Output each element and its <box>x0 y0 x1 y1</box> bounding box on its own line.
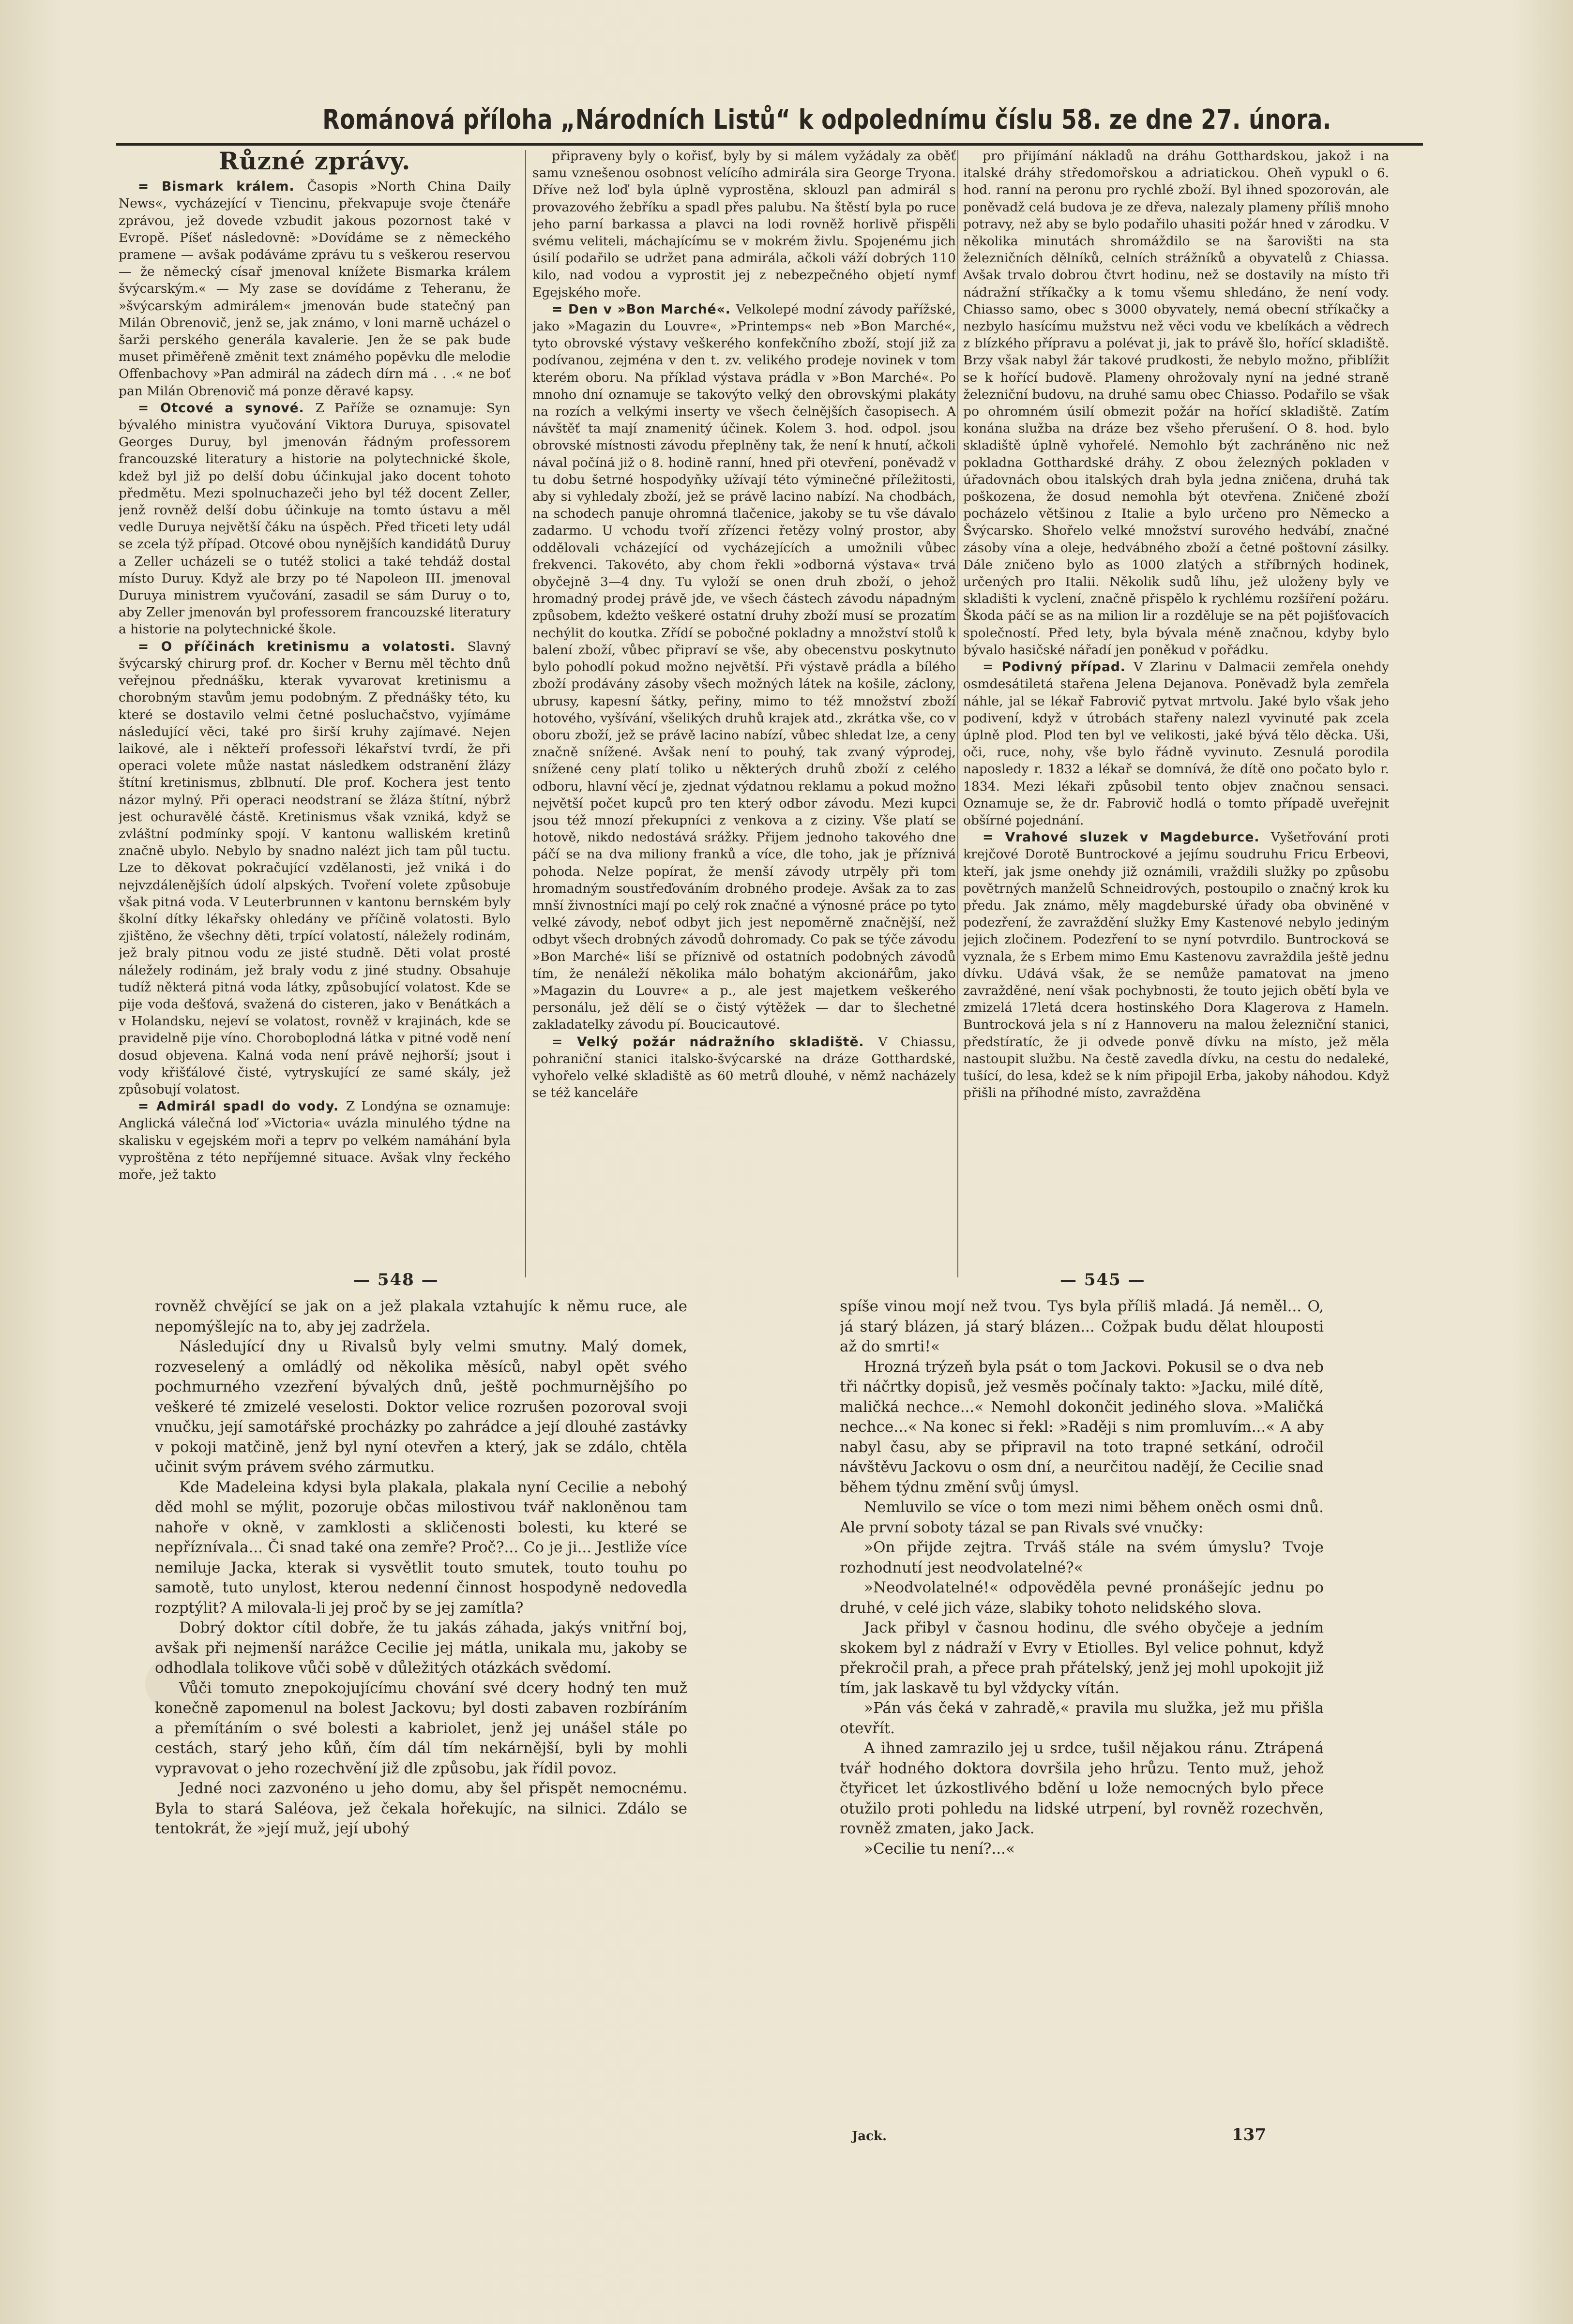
article-heading: = Bismark králem. <box>138 179 307 195</box>
article-heading: = Den v »Bon Marché«. <box>552 301 736 317</box>
article-heading: = Podivný případ. <box>983 660 1134 675</box>
article-paragraph <box>119 178 511 400</box>
article-text: Velkolepé modní závody pařížské, jako »Magazin du Louvre«, »Printemps« neb »Bon Marché«, tyto obrovské výstavy veškerého konfekčního zboží, stojí již za podívanou, zejména v den t. zv. velikého prodeje novinek v tom kterém oboru. Na příklad výstava prádla v »Bon Marché«. Po mnoho dní oznamuje se takovýto velký den obrovskými plakáty na rozích a velkými inserty ve všech čelnějších časopisech. A návštěť ta mají znamenitý účinek. Kolem 3. hod. odpol. jsou obrovské místnosti závodu přeplněny tak, že není k hnutí, ačkoli nával počíná již o 8. hodině ranní, hned při otevření, poněvadž v tu dobu šetrné hospodyňky užívají této výminečné příležitosti, aby si vyhledaly zboží, jež se právě lacino nabízí. Na chodbách, na schodech panuje ohromná tlačenice, jakoby se tu vše dávalo zadarmo. U vchodu tvoří zřízenci řetězy volný prostor, aby oddělovali vcházející od vycházejících a umožnili vůbec frekvenci. Takovéto, aby chom řekli »odborná výstava« trvá obyčejně 3—4 dny. Tu vyloží se onen druh zboží, o jehož hromadný prodej právě jde, ve všech částech závodu nápadným způsobem, kdežto veškeré ostatní druhy zboží musí se prozatím nechýlit do koutka. Zřídí se pobočné pokladny a množství stolů k balení zboží, vůbec připraví se vše, aby obecenstvu poskytnuto bylo pohodlí pokud možno největší. Při výstavě prádla a bílého zboží prodávány zásoby všech možných látek na košile, záclony, ubrusy, kapesní šátky, peřiny, mimo to též množství zboží hotového, vyšívání, všelikých druhů krajek atd., zkrátka vše, co v oboru zboží, jež se právě lacino nabízí, vůbec shledat lze, a ceny značně snížené. Avšak není to pouhý, tak zvaný výprodej, snížené ceny platí toliko u některých druhů zboží z celého odboru, hlavní věcí je, zjednat výdatnou reklamu a pokud možno největší počet kupců pro ten který odbor závodu. Mezi kupci jsou též mnozí překupníci z venkova a z ciziny. Vše platí se hotově, nikdo nedostává srážky. Přijem jednoho takového dne páčí se na dva miliony franků a více, dle toho, jak je příznivá pohoda. Nelze popírat, že menší závody utrpěly při tom hromadným soustřeďováním drobného prodeje. Avšak za to zas mnší živnostníci mají po celý rok značné a výnosné práce po tyto velké závody, neboť odbyt jich jest nepoměrně značnější, než odbyt všech drobných závodů dohromady. Co pak se týče závodu »Bon Marché« liší se příznivě od ostatních podobných závodů tím, že nenáleží několika málo bohatým akcionářům, jako »Magazin du Louvre« a p., ale jest majetkem veškerého personálu, jež dělí se o čistý výtěžek — dar to šlechetné zakladatelky závodu pí. Boucicautové. <box>532 301 956 1033</box>
novel-paragraph: Nemluvilo se více o tom mezi nimi během oněch osmi dnů. Ale první soboty tázal se pan Rivals své vnučky: <box>840 1499 1324 1536</box>
novel-paragraph: A ihned zamrazilo jej u srdce, tušil nějakou ránu. Ztrápená tvář hodného doktora dovršila jeho hrůzu. Tento muž, jehož čtyřicet let úzkostlivého bdění u lože nemocných bylo přece otužilo proti pohledu na lidské utrpení, byl rovněž rozechvěn, rovněž zmaten, jako Jack. <box>840 1739 1324 1837</box>
page-number-right: — 545 — <box>1060 1270 1146 1289</box>
article-text: V Zlarinu v Dalmacii zemřela onehdy osmdesátiletá stařena Jelena Dejanova. Poněvadž byla zemřela náhle, jal se lékař Fabrovič pytvat mrtvolu. Jaké bylo však jeho podivení, když v útrobách stařeny nalezl vyvinuté pak zcela úplně plod. Plod ten byl ve velikosti, jaké bývá tělo děcka. Uši, oči, ruce, nohy, vše bylo řádně vyvinuto. Zesnulá porodila naposledy r. 1832 a lékař se domnívá, že dítě ono počato bylo r. 1834. Mezi lékaři způsobil tento objev značnou sensaci. Oznamuje se, že dr. Fabrovič hodlá o tomto případě uveřejnit obšírné pojednání. <box>963 660 1389 828</box>
article-paragraph <box>119 638 511 1098</box>
novel-paragraph: Jedné noci zazvonéno u jeho domu, aby šel přispět nemocnému. Byla to stará Saléova, jež čekala hořekujíc, na silnici. Zdálo se tentokrát, že »její muž, její ubohý <box>155 1780 687 1837</box>
article-text: pro přijímání nákladů na dráhu Gotthardskou, jakož i na italské dráhy středomořskou a adriatickou. Oheň vypukl o 6. hod. ranní na peronu pro rychlé zboží. Byl ihned spozorován, ale poněvadž celá budova je ze dřeva, nalezaly plameny příliš mnoho potravy, než aby se bylo podařilo uhasiti požár hned v zárodku. V několika minutách shromáždilo se na šarovišti na sta železničních dělníků, celních strážníků a obyvatelů z Chiassa. Avšak trvalo dobrou čtvrt hodinu, než se dostavily na místo tři nádražní stříkačky a k tomu všemu shledáno, že není vody. Chiasso samo, obec s 3000 obyvately, nemá obecní stříkačky a nezbylo hasícímu mužstvu než věci vodu ve kbelíkách a vědrech z blízkého přípravu a polévat ji, jak to právě šlo, hořící skladiště. Brzy však nabyl žár takové prudkosti, že nebylo možno, přiblížit se k hořící budově. Plameny ohrožovaly nyní na jedné straně železniční budovu, na druhé samu obec Chiasso. Podařilo se však po ohromném úsilí obmezit požár na hořící skladiště. Zatím konána služba na dráze bez všeho přerušení. O 8. hod. bylo skladiště úplně vyhořelé. Nemohlo být zachráněno nic než pokladna Gotthardské dráhy. Z obou železných pokladen v úřadovnách obou italských drah byla jedna zničena, druhá tak poškozena, že dosud nemohla být otevřena. Zničené zboží pocházelo většinou z Italie a bylo určeno pro Německo a Švýcarsko. Shořelo velké množství surového hedvábí, značné zásoby vína a oleje, hedvábného zboží a četné poštovní zásilky. Dále zničeno bylo as 1000 zlatých a stříbrných hodinek, určených pro Italii. Několik sudů líhu, jež uloženy byly ve skladišti k vyclení, značně přispělo k rychlému rozšíření požáru. Škoda páčí se as na milion lir a rozděluje se na pět pojišťovacích společností. Před lety, byla bývala méně značnou, kdyby bylo bývalo hasičské nářadí jen poněkud v pořádku. <box>963 149 1389 658</box>
article-heading: = O příčinách kretinismu a volatosti. <box>138 639 468 654</box>
column-title: Různé zprávy. <box>218 148 411 175</box>
news-column-1 <box>119 148 511 1289</box>
news-column-2 <box>532 148 956 1289</box>
article-text: připraveny byly o kořisť, byly by si málem vyžádaly za oběť samu vznešenou osobnost velícího admirála sira George Tryona. Dříve než loď byla úplně vyprostěna, sklouzl pan admirál s provazového žebříku a spadl přes palubu. Na štěstí byla po ruce jeho parní barkassa a plavci na lodi rovněž horlivě přispěli svému veliteli, máchajícímu se v mokrém živlu. Spojenému jich úsilí podařilo se udržet pana admirála, ačkoli váží dobrých 110 kilo, nad vodou a vyprostit jej z nebezpečného objetí nymf Egejského moře. <box>532 149 956 300</box>
footer-page-number: 137 <box>1232 2125 1266 2144</box>
novel-text-left <box>155 1297 687 2119</box>
novel-paragraph: Vůči tomuto znepokojujícímu chování své dcery hodný ten muž konečně zapomenul na bolest Jackovu; byl dosti zabaven rozbíráním a přemítáním o své bolesti a kabriolet, jenž jej unášel stále po cestách, starý jeho kůň, čím dál tím nekárnější, byli by mohli vypravovat o jeho rozechvění již dle způsobu, jak řídil povoz. <box>155 1679 687 1777</box>
article-text: Z Londýna se oznamuje: Anglická válečná loď »Victoria« uvázla minulého týdne na skalisku v egejském moři a teprv po velkém namáhání byla vyproštěna z této nepříjemné situace. Avšak vlny řeckého moře, jež takto <box>119 1099 511 1182</box>
novel-paragraph: »Neodvolatelné!« odpověděla pevné pronášejíc jednu po druhé, v celé jich váze, slabiky tohoto nelidského slova. <box>840 1579 1324 1617</box>
page-header: Románová příloha „Národních Listů“ k odpolednímu číslu 58. ze dne 27. února. <box>322 104 1331 135</box>
novel-paragraph: Následující dny u Rivalsů byly velmi smutny. Malý domek, rozveselený a omládlý od několika měsíců, nabyl opět svého pochmurného vzezření bývalých dnů, ještě pochmurnějšího po veškeré té zmizelé veselosti. Doktor velice rozrušen pozoroval svoji vnučku, její samotářské procházky po zahrádce a její dlouhé zastávky v pokoji matčině, jenž byl nyní otevřen a který, jak se zdálo, chtěla učinit svým právem svého zármutku. <box>155 1338 687 1476</box>
article-text: Vyšetřování proti krejčové Dorotě Buntrockové a jejímu soudruhu Fricu Erbeovi, kteří, jak jsme onehdy již oznámili, vraždili služky po způsobu povětrných manželů Schneidrových, postoupilo o značný krok ku předu. Jak známo, měly magdeburské úřady oba obviněné v podezření, že zavraždění služky Emy Kastenové nebylo jediným jejich zločinem. Podezření to se nyní potvrdilo. Buntrocková se vyznala, že s Erbem mimo Emu Kastenovu zavraždila ještě jednu dívku. Udává však, že se nemůže pamatovat na jmeno zavražděné, není však pochybnosti, že touto jejich obětí byla ve zmizelá 17letá dcera hostinského Dora Klagerova z Hameln. Buntrocková jela s ní z Hannoveru na malou železniční stanici, předstíratíc, že ji odvede ponvě dívku na místo, jež měla nastoupit službu. Na čestě zavedla dívku, na cestu do nedaleké, tušící, do lesa, kdež se k ním připojil Erba, jakoby náhodou. Když přišli na příhodné místo, zavražděna <box>963 830 1389 1101</box>
novel-paragraph: »On přijde zejtra. Trváš stále na svém úmyslu? Tvoje rozhodnutí jest neodvolatelné?« <box>840 1539 1324 1576</box>
article-paragraph <box>963 148 1389 659</box>
novel-paragraph: Dobrý doktor cítil dobře, že tu jakás záhada, jakýs vnitřní boj, avšak při nejmenší narážce Cecilie jej mátla, unikala mu, jakoby se odhodlala tolikove vůči sobě v důležitých otázkách svědomí. <box>155 1619 687 1677</box>
page-number-left: — 548 — <box>353 1270 439 1289</box>
article-paragraph <box>963 659 1389 829</box>
novel-paragraph: rovněž chvějící se jak on a jež plakala vztahujíc k němu ruce, ale nepomýšlejíc na to, aby jej zadržela. <box>155 1298 687 1335</box>
column-body <box>532 148 956 1101</box>
article-heading: = Vrahové sluzek v Magdeburce. <box>983 830 1271 845</box>
novel-paragraph: »Cecilie tu není?...« <box>864 1840 1015 1858</box>
novel-paragraph: Jack přibyl v časnou hodinu, dle svého obyčeje a jedním skokem byl z nádraží v Evry v Etiolles. Byl velice pohnut, když překročil prah, a přece prah přátelský, jenž jej mohl upokojit již tím, jak laskavě tu byl vždycky vítán. <box>840 1619 1324 1697</box>
article-paragraph <box>963 829 1389 1101</box>
article-heading: = Velký požár nádražního skladiště. <box>552 1034 878 1050</box>
article-text: V Chiassu, pohraniční stanici italsko-švýcarské na dráze Gotthardské, vyhořelo velké skladiště as 60 metrů dlouhé, v němž nacházely se též kanceláře <box>532 1034 956 1101</box>
column-divider <box>525 150 526 1277</box>
article-heading: = Admirál spadl do vody. <box>138 1099 346 1114</box>
news-column-3 <box>963 148 1389 1289</box>
article-paragraph <box>532 148 956 301</box>
footer-signature: Jack. <box>852 2129 887 2144</box>
article-text: Z Paříže se oznamuje: Syn bývalého ministra vyučování Viktora Duruya, spisovatel Georges Duruy, byl jmenován řádným professorem francouzské literatury a historie na polytechnické škole, kdež byl již po delší dobu účinkujal jako docent tohoto předmětu. Mezi spolnuchazeči jeho byl též docent Zeller, jenž rovněž delší dobu účinkuje na tomto ústavu a měl vedle Duruya největší čáku na úspěch. Před třiceti lety udál se zcela týž případ. Otcové obou nynějších kandidátů Duruy a Zeller ucházeli se o tutéž stolici a také tehdáž dostal místo Duruy. Když ale brzy po té Napoleon III. jmenoval Duruya ministrem vyučování, zasadil se sám Duruy o to, aby Zeller jmenován byl professorem francouzské literatury a historie na polytechnické škole. <box>119 400 511 637</box>
novel-paragraph: »Pán vás čeká v zahradě,« pravila mu služka, jež mu přišla otevřít. <box>840 1699 1324 1737</box>
article-heading: = Otcové a synové. <box>138 400 316 416</box>
novel-paragraph: Kde Madeleina kdysi byla plakala, plakala nyní Cecilie a nebohý děd mohl se mýlit, pozoruje občas milostivou tvář nakloněnou tam nahoře v okně, v zamklosti a skličenosti bolesti, ku které se nepříznívala... Či snad také ona zemře? Proč?... Co je ji... Jestliže více nemiluje Jacka, kterak si vysvětlit touto smutek, touto touhu po samotě, tuto unylost, kterou nedenní činnost hospodyně nedovedla rozptýlit? A milovala-li jej proč by se jej zamítla? <box>155 1478 687 1617</box>
article-paragraph <box>119 1098 511 1183</box>
header-rule <box>116 143 1423 146</box>
article-text: Časopis »North China Daily News«, vycházející v Tiencinu, překvapuje svoje čtenáře zprávou, jež dovede vzbudit jakous pozornost také v Evropě. Píšeť následovně: »Dovídáme se z německého pramene — avšak podáváme zprávu tu s veškerou reservou — že německý císař jmenoval knížete Bismarka králem švýcarským.« — My zase se dovídáme z Teheranu, že »švýcarským admirálem« jmenován bude statečný pan Milán Obrenovič, jenž se, jak známo, v loni marně ucházel o šarži perského generála kavalerie. Jen že se pak bude muset přiměřeně změnit text známého popěvku dle melodie Offenbachovy »Pan admirál na zádech dírn má . . .« ne boť pan Milán Obrenovič má ponze děravé kapsy. <box>119 179 511 399</box>
novel-paragraph: spíše vinou mojí než tvou. Tys byla příliš mladá. Já neměl... O, já starý blázen, já starý blázen... Cožpak budu dělat hlouposti až do smrti!« <box>840 1298 1324 1355</box>
column-body <box>963 148 1389 1101</box>
article-paragraph <box>119 400 511 638</box>
article-paragraph <box>532 1034 956 1102</box>
column-body <box>119 178 511 1183</box>
article-text: Slavný švýcarský chirurg prof. dr. Kocher v Bernu měl těchto dnů veřejnou přednášku, kterak vyvarovat kretinismu a chorobným stavům jemu podobným. Z přednášky této, ku které se dostavilo velmi četné posluchačstvo, vyjímáme následující věci, také pro širší kruhy zajímavé. Nejen laikové, ale i někteří professoři lékařství tvrdí, že při operaci volete může nastat následkem odstranění žlázy štítní kretinismus, zblbnutí. Dle prof. Kochera jest tento názor mylný. Při operaci neodstraní se žláza štítní, nýbrž jest ochuravělé částě. Kretinismus však vzniká, když se zvláštní podmínky spojí. V kantonu walliském kretinů značně ubylo. Nebylo by snadno nalézt jich tam půl tuctu. Lze to děkovat pokračující vzdělanosti, jež vniká i do nejvzdálenějších údolí alpských. Tvoření volete způsobuje však pitná voda. V Leuterbrunnen v kantonu bernském byly školní dítky lékařsky ohledány ve příčině volatosti. Bylo zjištěno, že všechny děti, trpící volatostí, náležely rodinám, jež braly pitnou vodu ze jisté studně. Děti volat prosté náležely rodinám, jež braly vodu z jiné studny. Obsahuje tudíž některá pitná voda látky, způsobující volatost. Kde se pije voda dešťová, svažená do cisteren, jako v Benátkách a v Holandsku, nejeví se volatost, rovněž v krajinách, kde se pravidelně pije víno. Choroboplodná látka v pitné vodě není dosud objevena. Kalná voda není právě nejhorší; jsout i vody křišťálové čisté, vytryskující ze samé skály, jež způsobují volatost. <box>119 639 511 1097</box>
novel-paragraph: Hrozná trýzeň byla psát o tom Jackovi. Pokusil se o dva neb tři náčrtky dopisů, jež vesměs počínaly takto: »Jacku, milé dítě, maličká nechce...« Nemohl dokončit jediného slova. »Maličká nechce...« Na konec si řekl: »Raději s nim promluvím...« A aby nabyl času, aby se připravil na toto trapné setkání, odročil návštěvu Jackovu o osm dní, a neurčitou nadějí, že Cecilie snad během týdnu změní svůj úmysl. <box>840 1358 1324 1496</box>
novel-text-right <box>840 1297 1324 2129</box>
article-paragraph <box>532 301 956 1034</box>
column-divider <box>957 150 958 1277</box>
